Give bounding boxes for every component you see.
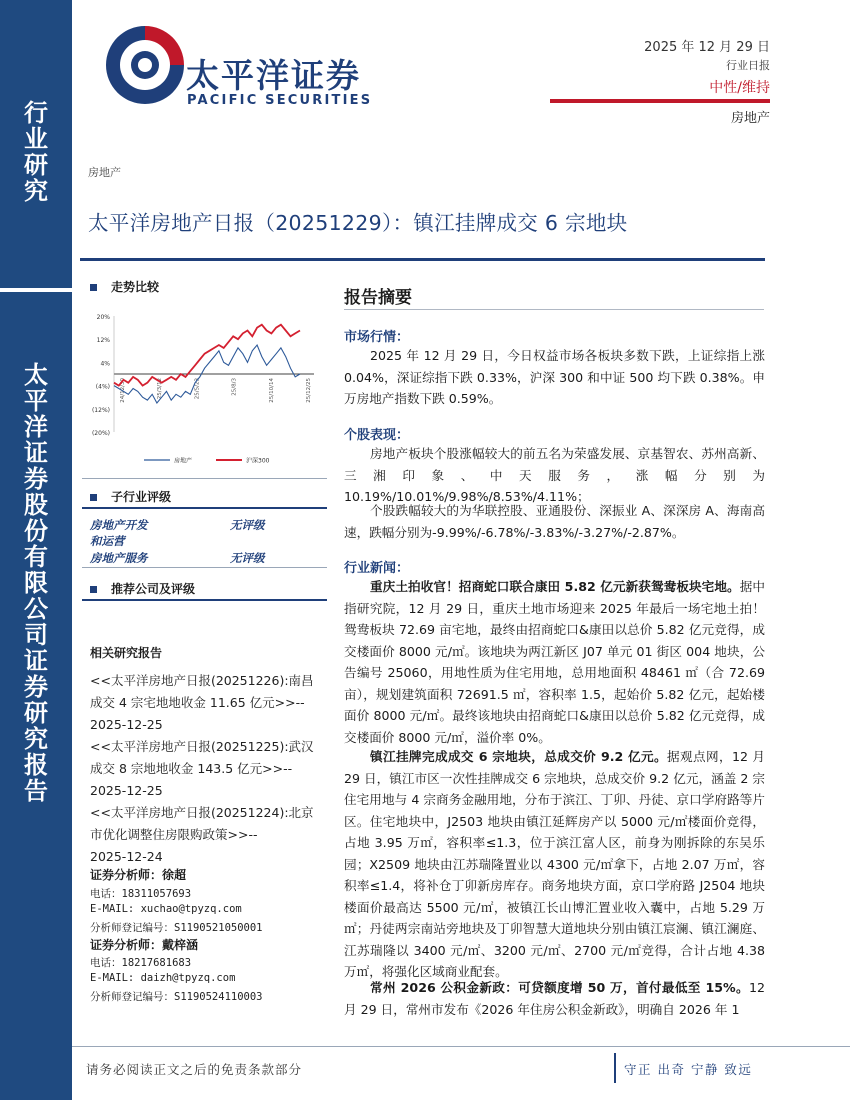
- sidebar-bottom-char-16: 告: [24, 777, 48, 805]
- related-report-2-date: 2025-12-25: [90, 783, 163, 798]
- sector-label: 房地产: [88, 166, 121, 179]
- news-3-body: 12 月 29 日，常州市发布《2026 年住房公积金新政》，明确自 2026 年 1: [344, 980, 765, 1017]
- y-tick-label-2: 4%: [100, 360, 110, 368]
- news-2-body: 据观点网，12 月 29 日，镇江市区一次性挂牌成交 6 宗地块，总成交价 9.2 亿元，涵盖 2 宗住宅用地与 4 宗商务金融用地，分布于滨江、丁卯、丹徒、京口学府路等片区。住宅地块中，J2503 地块由镇江延辉房产以 5000 元/㎡楼面价竞得，占地 3.95 万㎡，容积率≤1.3，位于滨江富人区，前身为刚拆除的东吴乐园；X2509 地块由江苏瑞隆置业以 4300 元/㎡拿下，占地 2.07 万㎡，容积率≤1.4，将补仓丁卯新房库存。商务地块方面，京口学府路 J2504 地块楼面价最高达 5500 元/㎡，被镇江长山博汇置业收入囊中，占地 5.29 万㎡；丹徒两宗南站旁地块及丁卯智慧大道地块分别由镇江宸澜、镇江澜庭、江苏瑞隆以 3400 元/㎡、3200 元/㎡、2700 元/㎡竞得，合计占地 4.38 万㎡，将强化区域商业配套。: [344, 749, 765, 979]
- subsector-name-2: 房地产服务: [90, 551, 148, 565]
- related-report-3-text[interactable]: <<太平洋房地产日报(20251224):北京市优化调整住房限购政策>>--: [90, 805, 314, 842]
- sidebar-top-char-3: 究: [24, 177, 48, 205]
- trend-chart: [82, 300, 322, 475]
- report-date: 2025 年 12 月 29 日: [644, 40, 770, 55]
- y-tick-label-4: (12%): [91, 406, 110, 414]
- x-tick-label-2: 25/5/23: [194, 378, 201, 400]
- legend-label-0: 房地产: [174, 457, 193, 465]
- footer-motto: 守正 出奇 宁静 致远: [624, 1062, 753, 1077]
- y-tick-label-1: 12%: [96, 337, 110, 345]
- summary-divider: [344, 309, 764, 310]
- sidebar-separator: [0, 288, 72, 292]
- sidebar-bottom-char-15: 报: [24, 751, 48, 779]
- sidebar-label-company: [0, 362, 72, 804]
- header-sector: 房地产: [730, 111, 770, 126]
- related-report-1-date: 2025-12-25: [90, 717, 163, 732]
- x-tick-label-0: 24/12/30: [120, 378, 126, 403]
- rating-badge: 中性/维持: [709, 80, 770, 96]
- sidebar-label-industry-research: [0, 100, 72, 204]
- subsector-bottom-divider: [82, 567, 327, 568]
- related-report-1[interactable]: [90, 670, 326, 736]
- series-line-1: [114, 325, 300, 386]
- news-1-headline: 重庆土拍收官！招商蛇口联合康田 5.82 亿元新获鸳鸯板块宅地。: [370, 579, 740, 594]
- news-item-changzhou: [344, 977, 765, 1020]
- analyst-2-reg: 分析师登记编号：S1190524110003: [90, 991, 263, 1003]
- sidebar-bottom-char-7: 有: [24, 543, 48, 571]
- x-tick-label-5: 25/12/25: [306, 378, 312, 403]
- y-tick-label-3: (4%): [95, 383, 110, 391]
- subsector-name-1a: 房地产开发: [90, 518, 148, 532]
- market-heading: 市场行情：: [344, 330, 410, 345]
- x-tick-label-1: 25/3/12: [157, 378, 164, 400]
- subsector-name-1b: 和运营: [90, 534, 125, 548]
- analyst-1-reg: 分析师登记编号：S1190521050001: [90, 922, 263, 934]
- news-1-body: 据中指研究院，12 月 29 日，重庆土地市场迎来 2025 年最后一场宅地土拍！鸳鸯板块 72.69 亩宅地，最终由招商蛇口&康田以总价 5.82 亿元竞得，成交楼面价 8000 元/㎡。该地块为两江新区 J07 单元 01 街区 004 地块，公告编号 25060，用地性质为住宅用地，总用地面积 48461 ㎡（合 72.69 亩），规划建筑面积 72691.5 ㎡，容积率 1.5，起始价 5.82 亿元，起始楼面价 8000 元/㎡。最终该地块由招商蛇口&康田以总价 5.82 亿元竞得，成交楼面价 8000 元/㎡，溢价率 0%。: [344, 579, 766, 745]
- y-tick-label-0: 20%: [96, 314, 110, 321]
- news-item-zhenjiang: [344, 746, 765, 983]
- subsector-rating-1: 无评级: [230, 518, 265, 532]
- summary-heading: 报告摘要: [344, 288, 412, 308]
- subsector-heading-text: 子行业评级: [111, 490, 172, 504]
- related-report-2[interactable]: [90, 736, 326, 802]
- sidebar-bottom-char-0: 太: [24, 361, 48, 389]
- subsector-heading: [90, 488, 171, 505]
- analyst-1-name: 证券分析师：徐超: [90, 868, 187, 882]
- bullet-square-icon: [90, 494, 97, 501]
- stock-paragraph-losers: 个股跌幅较大的为华联控股、亚通股份、深振业 A、深深房 A、海南高速，跌幅分别为-9.99%/-6.78%/-3.83%/-3.27%/-2.87%。: [344, 503, 765, 540]
- footer-disclaimer: 请务必阅读正文之后的免责条款部分: [86, 1062, 303, 1077]
- related-report-3-date: 2025-12-24: [90, 849, 163, 864]
- logo-wordmark-cn: 太平洋证券: [186, 56, 361, 95]
- footer-divider: [72, 1046, 850, 1047]
- news-2-headline: 镇江挂牌完成成交 6 宗地块，总成交价 9.2 亿元。: [370, 749, 668, 764]
- title-divider: [80, 258, 765, 261]
- sidebar-bottom-char-3: 证: [24, 439, 48, 467]
- page-title: 太平洋房地产日报（20251229）：镇江挂牌成交 6 宗地块: [88, 211, 628, 235]
- subsector-divider: [82, 507, 327, 509]
- subsector-rating-2: 无评级: [230, 551, 265, 565]
- pacific-securities-logo-icon: [100, 20, 190, 110]
- sidebar-bottom-char-10: 司: [24, 621, 48, 649]
- analyst-1-phone: 电话：18311057693: [90, 888, 192, 900]
- sidebar-bottom-char-2: 洋: [24, 413, 48, 441]
- stock-heading: 个股表现：: [344, 428, 410, 443]
- sidebar-bottom-char-1: 平: [24, 387, 48, 415]
- legend-label-1: 沪深300: [246, 457, 270, 465]
- related-report-3[interactable]: [90, 802, 326, 868]
- sidebar-bottom-char-8: 限: [24, 569, 48, 597]
- sidebar-bottom-char-12: 券: [24, 673, 48, 701]
- recommend-heading-text: 推荐公司及评级: [111, 582, 196, 596]
- chart-divider: [82, 478, 327, 479]
- related-report-1-text[interactable]: <<太平洋房地产日报(20251226):南昌成交 4 宗宅地地收金 11.65 亿元>>--: [90, 673, 314, 710]
- sidebar-bottom-char-6: 份: [24, 517, 48, 545]
- x-tick-label-3: 25/8/3: [231, 378, 238, 396]
- trend-heading-text: 走势比较: [111, 280, 160, 294]
- header-accent-line: [550, 99, 770, 103]
- x-tick-label-4: 25/10/14: [268, 378, 275, 403]
- report-type: 行业日报: [726, 59, 770, 72]
- sidebar-top-char-1: 业: [24, 125, 48, 153]
- trend-heading: [90, 278, 159, 295]
- analyst-2-name: 证券分析师：戴梓涵: [90, 938, 199, 952]
- news-item-chongqing: [344, 576, 765, 748]
- recommend-divider: [82, 599, 327, 601]
- news-heading: 行业新闻：: [344, 561, 410, 576]
- analyst-2-phone: 电话：18217681683: [90, 957, 192, 969]
- sidebar-top-char-2: 研: [24, 151, 48, 179]
- sidebar-bottom-char-14: 究: [24, 725, 48, 753]
- sidebar-top-char-0: 行: [24, 99, 48, 127]
- bullet-square-icon: [90, 586, 97, 593]
- sidebar-bottom-char-5: 股: [24, 491, 48, 519]
- recommend-heading: [90, 580, 195, 597]
- sidebar-bottom-char-11: 证: [24, 647, 48, 675]
- sidebar-bottom-char-4: 券: [24, 465, 48, 493]
- stock-paragraph-gainers: 房地产板块个股涨幅较大的前五名为荣盛发展、京基智农、苏州高新、三湘印象、中天服务，涨幅分别为 10.19%/10.01%/9.98%/8.53%/4.11%；: [344, 446, 765, 504]
- news-3-headline: 常州 2026 公积金新政：可贷额度增 50 万，首付最低至 15%。: [370, 980, 749, 995]
- market-paragraph: 2025 年 12 月 29 日，今日权益市场各板块多数下跌，上证综指上涨 0.04%，深证综指下跌 0.33%，沪深 300 和中证 500 均下跌 0.38%。申万房地产指数下跌 0.59%。: [344, 348, 765, 406]
- analyst-2-email[interactable]: E-MAIL: daizh@tpyzq.com: [90, 972, 236, 984]
- y-tick-label-5: (20%): [91, 430, 110, 437]
- sidebar-bottom-char-9: 公: [24, 595, 48, 623]
- related-reports-heading: 相关研究报告: [90, 646, 163, 660]
- logo-wordmark-en: PACIFIC SECURITIES: [187, 93, 373, 108]
- sidebar-bottom-char-13: 研: [24, 699, 48, 727]
- bullet-square-icon: [90, 284, 97, 291]
- analyst-1-email[interactable]: E-MAIL: xuchao@tpyzq.com: [90, 903, 242, 915]
- related-report-2-text[interactable]: <<太平洋房地产日报(20251225):武汉成交 8 宗地地收金 143.5 亿元>>--: [90, 739, 314, 776]
